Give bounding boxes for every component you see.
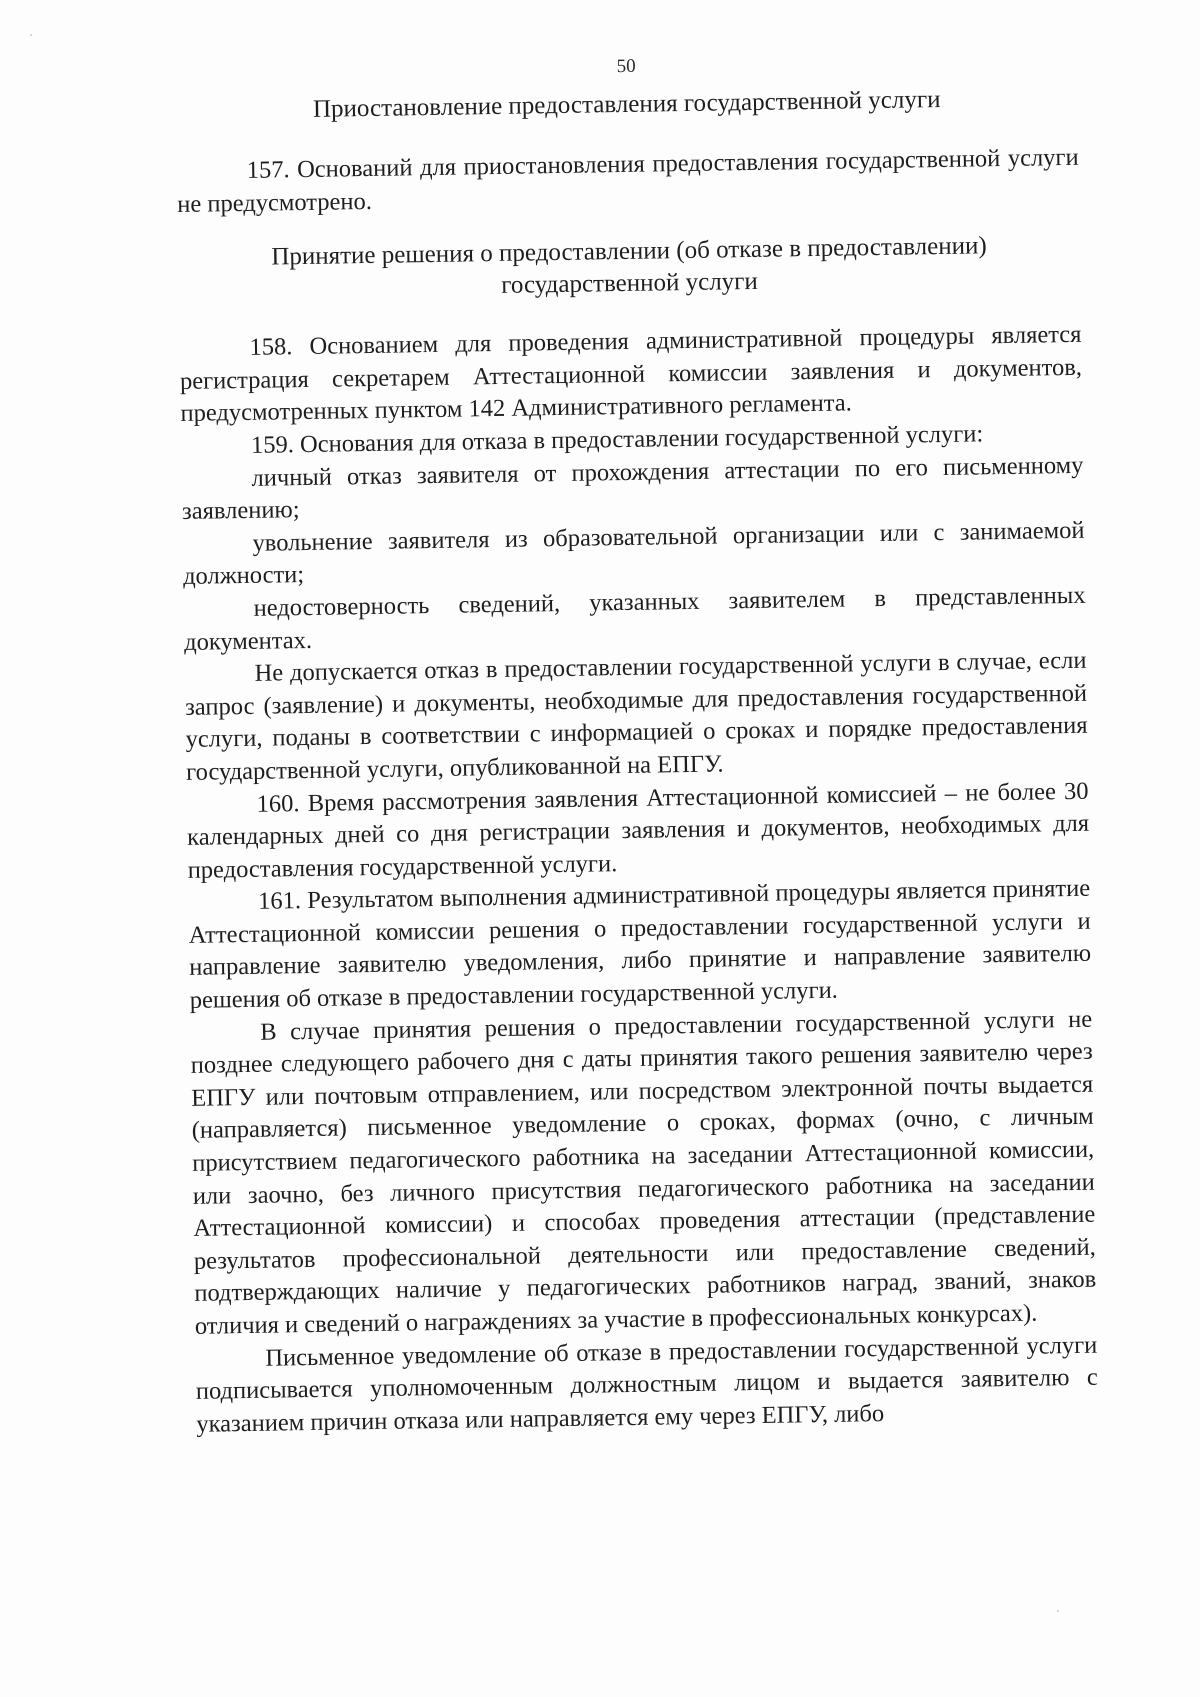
section-heading-suspension: Приостановление предоставления государственной услуги [312,85,941,123]
section-heading-decision [178,229,1081,307]
paragraph-159: 159. Основания для отказа в предоставлении государственной услуги: [250,420,984,459]
page-number: 50 [616,55,636,78]
section-heading-decision-line-1: Принятие решения о предоставлении (об отказе в предоставлении) [271,232,987,271]
paragraph-refusal-ground-1: личный отказ заявителя от прохождения аттестации по его письменному заявлению; [181,451,1084,526]
paragraph-160: 160. Время рассмотрения заявления Аттестационной комиссией – не более 30 календарных дней со дня регистрации заявления и документов, необходимых для предоставления государственной услуги. [186,777,1090,884]
paragraph-refusal-notification: Письменное уведомление об отказе в предоставлении государственной услуги подписывается уполномоченным должностным лицом и выдается заявителю с указанием причин отказа или направляется ему через ЕПГУ, либо [195,1331,1098,1438]
paragraph-refusal-ground-2: увольнение заявителя из образовательной организации или с занимаемой должности; [182,516,1085,591]
paragraph-refusal-ground-3: недостоверность сведений, указанных заявителем в представленных документах. [183,581,1086,656]
paragraph-158: 158. Основанием для проведения административной процедуры является регистрация секретарем Аттестационной комиссии заявления и документов, предусмотренных пунктом 142 Административного регламента. [179,320,1083,428]
paragraph-161: 161. Результатом выполнения административной процедуры является принятие Аттестационной комиссии решения о предоставлении государственной услуги и направление заявителю уведомления, либо принятие и направление заявителю решения об отказе в предоставлении государственной услуги. [188,875,1092,1014]
paragraph-refusal-not-allowed: Не допускается отказ в предоставлении государственной услуги в случае, если запрос (заявление) и документы, необходимые для предоставления государственной услуги, поданы в соответствии с информацией о сроках и порядке предоставления государственной услуги, опубликованной на ЕПГУ. [184,646,1088,786]
page-text [175,48,1099,1441]
scan-speck [1057,1610,1059,1612]
paragraph-decision-notification: В случае принятия решения о предоставлении государственной услуги не позднее следующего рабочего дня с даты принятия такого решения заявителю через ЕПГУ или почтовым отправлением, или посредством электронной почты выдается (направляется) письменное уведомление о сроках, формах (очно, с личным присутствием педагогического работника на заседании Аттестационной комиссии, или заочно, без личного присутствия педагогического работника на заседании Аттестационной комиссии) и способах проведения аттестации (представление результатов профессиональной деятельности или предоставление сведений, подтверждающих наличие у педагогических работников наград, званий, знаков отличия и сведений о награждениях за участие в профессиональных конкурсах). [190,1005,1097,1340]
paragraph-157: 157. Оснований для приостановления предоставления государственной услуги не предусмотрено. [177,143,1079,218]
section-heading-decision-line-2: государственной услуги [501,268,759,300]
scan-speck [30,34,32,36]
